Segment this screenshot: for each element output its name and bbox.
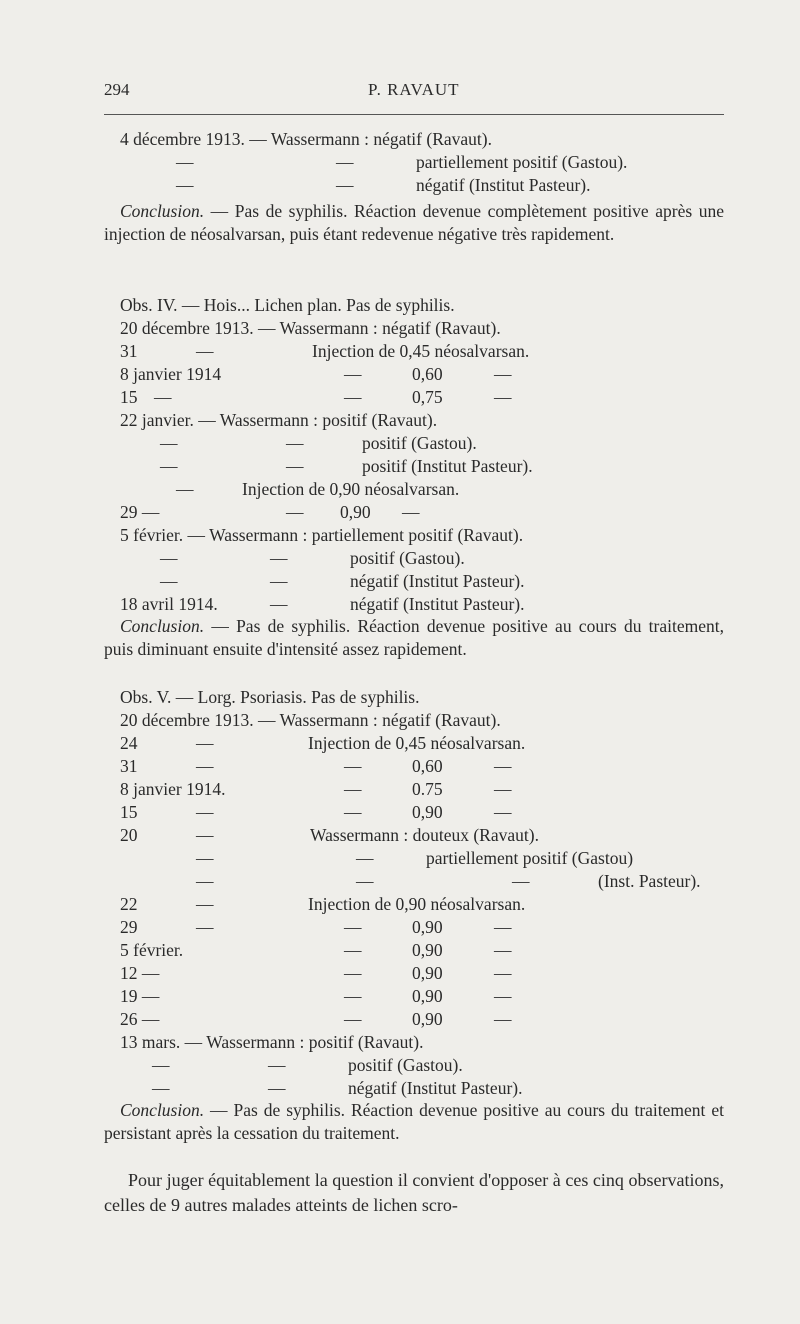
ditto-dash: —: [196, 341, 214, 361]
entry-cell: positif (Gastou).: [362, 433, 477, 453]
conclusion-obs4: [104, 615, 724, 661]
date-cell: 24: [120, 733, 138, 753]
closing-paragraph: Pour juger équitablement la question il convient d'opposer à ces cinq observations, celles de 9 autres malades atteints de lichen scro-: [104, 1170, 724, 1215]
date-cell: 15: [120, 802, 138, 822]
ditto-dash: —: [196, 871, 214, 891]
date-cell: 26 —: [120, 1009, 160, 1029]
ditto-dash: —: [196, 917, 214, 937]
entry-cell: négatif (Institut Pasteur).: [350, 571, 525, 591]
ditto-dash: —: [176, 479, 194, 499]
ditto-dash: —: [344, 802, 362, 822]
conclusion-text: — Pas de syphilis. Réaction devenue positive au cours du traitement et persistant après la cessation du traitement.: [104, 1100, 724, 1143]
ditto-dash: —: [344, 940, 362, 960]
entry-cell: positif (Institut Pasteur).: [362, 456, 533, 476]
date-cell: 8 janvier 1914.: [120, 779, 226, 799]
entry-cell: Injection de 0,45 néosalvarsan.: [312, 341, 530, 361]
entry-cell: positif (Gastou).: [350, 548, 465, 568]
dose-cell: 0,90: [412, 802, 443, 822]
ditto-dash: —: [344, 779, 362, 799]
ditto-dash: —: [344, 364, 362, 384]
ditto-dash: —: [196, 848, 214, 868]
entry-cell: Wassermann : douteux (Ravaut).: [310, 825, 539, 845]
table-row: 22 janvier. — Wassermann : positif (Ravaut).: [120, 410, 438, 430]
ditto-dash: —: [402, 502, 420, 522]
ditto-dash: —: [494, 1009, 512, 1029]
ditto-dash: —: [494, 779, 512, 799]
entry-cell: négatif (Institut Pasteur).: [348, 1078, 523, 1098]
ditto-dash: —: [196, 802, 214, 822]
dose-cell: 0,90: [412, 963, 443, 983]
dose-cell: 0,75: [412, 387, 443, 407]
ditto-dash: —: [336, 175, 354, 195]
ditto-dash: —: [286, 502, 304, 522]
date-cell: 31: [120, 756, 138, 776]
table-row: 20 décembre 1913. — Wassermann : négatif (Ravaut).: [120, 318, 501, 338]
ditto-dash: —: [286, 433, 304, 453]
ditto-dash: —: [154, 387, 172, 407]
entry-cell: Injection de 0,90 néosalvarsan.: [242, 479, 460, 499]
date-cell: 12 —: [120, 963, 160, 983]
entry-cell: (Inst. Pasteur).: [598, 871, 701, 891]
entry-cell: Injection de 0,90 néosalvarsan.: [308, 894, 526, 914]
ditto-dash: —: [160, 571, 178, 591]
ditto-dash: —: [152, 1078, 170, 1098]
entry-cell: Injection de 0,45 néosalvarsan.: [308, 733, 526, 753]
dose-cell: 0,60: [412, 756, 443, 776]
date-cell: 18 avril 1914.: [120, 594, 218, 614]
conclusion-text: — Pas de syphilis. Réaction devenue positive au cours du traitement, puis diminuant ensuite d'intensité assez rapidement.: [104, 616, 724, 659]
entry-cell: partiellement positif (Gastou): [426, 848, 634, 868]
header-rule: [104, 114, 724, 115]
ditto-dash: —: [344, 917, 362, 937]
conclusion-obs5: [104, 1099, 724, 1145]
dose-cell: 0,90: [412, 1009, 443, 1029]
ditto-dash: —: [344, 756, 362, 776]
conclusion-label: Conclusion.: [120, 616, 205, 636]
ditto-dash: —: [176, 152, 194, 172]
dose-cell: 0,90: [340, 502, 371, 522]
date-cell: 31: [120, 341, 138, 361]
ditto-dash: —: [344, 986, 362, 1006]
ditto-dash: —: [494, 364, 512, 384]
ditto-dash: —: [494, 802, 512, 822]
page-number: 294: [104, 80, 130, 99]
dose-cell: 0,90: [412, 940, 443, 960]
ditto-dash: —: [336, 152, 354, 172]
ditto-dash: —: [270, 571, 288, 591]
conclusion-label: Conclusion.: [120, 1100, 205, 1120]
dose-cell: 0,60: [412, 364, 443, 384]
ditto-dash: —: [494, 963, 512, 983]
text-line: 4 décembre 1913. — Wassermann : négatif (Ravaut).: [120, 129, 492, 149]
ditto-dash: —: [196, 733, 214, 753]
ditto-dash: —: [160, 456, 178, 476]
conclusion-obs3: [104, 200, 724, 246]
date-cell: 29 —: [120, 502, 160, 522]
entry-cell: positif (Gastou).: [348, 1055, 463, 1075]
ditto-dash: —: [494, 986, 512, 1006]
ditto-dash: —: [160, 433, 178, 453]
obs-heading: Obs. IV. — Hois... Lichen plan. Pas de syphilis.: [120, 295, 455, 315]
running-title: P. RAVAUT: [368, 80, 460, 99]
ditto-dash: —: [152, 1055, 170, 1075]
conclusion-label: Conclusion.: [120, 201, 205, 221]
table-row: 20 décembre 1913. — Wassermann : négatif (Ravaut).: [120, 710, 501, 730]
ditto-dash: —: [494, 940, 512, 960]
text-line: partiellement positif (Gastou).: [416, 152, 628, 172]
ditto-dash: —: [196, 756, 214, 776]
ditto-dash: —: [268, 1078, 286, 1098]
date-cell: 15: [120, 387, 138, 407]
date-cell: 5 février.: [120, 940, 184, 960]
date-cell: 22: [120, 894, 138, 914]
dose-cell: 0.75: [412, 779, 443, 799]
date-cell: 20: [120, 825, 138, 845]
ditto-dash: —: [494, 756, 512, 776]
obs-heading: Obs. V. — Lorg. Psoriasis. Pas de syphilis.: [120, 687, 420, 707]
ditto-dash: —: [356, 871, 374, 891]
ditto-dash: —: [344, 387, 362, 407]
conclusion-text: — Pas de syphilis. Réaction devenue complètement positive après une injection de néosalvarsan, puis étant redevenue négative très rapidement.: [104, 201, 724, 244]
ditto-dash: —: [270, 548, 288, 568]
table-row: 5 février. — Wassermann : partiellement positif (Ravaut).: [120, 525, 524, 545]
dose-cell: 0,90: [412, 986, 443, 1006]
ditto-dash: —: [196, 894, 214, 914]
ditto-dash: —: [344, 1009, 362, 1029]
dose-cell: 0,90: [412, 917, 443, 937]
ditto-dash: —: [196, 825, 214, 845]
ditto-dash: —: [160, 548, 178, 568]
table-row: 13 mars. — Wassermann : positif (Ravaut).: [120, 1032, 424, 1052]
ditto-dash: —: [270, 594, 288, 614]
ditto-dash: —: [494, 387, 512, 407]
text-line: négatif (Institut Pasteur).: [416, 175, 591, 195]
date-cell: 29: [120, 917, 138, 937]
ditto-dash: —: [268, 1055, 286, 1075]
date-cell: 8 janvier 1914: [120, 364, 222, 384]
ditto-dash: —: [356, 848, 374, 868]
page-header: [104, 80, 724, 106]
ditto-dash: —: [494, 917, 512, 937]
ditto-dash: —: [286, 456, 304, 476]
entry-cell: négatif (Institut Pasteur).: [350, 594, 525, 614]
ditto-dash: —: [512, 871, 530, 891]
ditto-dash: —: [176, 175, 194, 195]
ditto-dash: —: [344, 963, 362, 983]
date-cell: 19 —: [120, 986, 160, 1006]
